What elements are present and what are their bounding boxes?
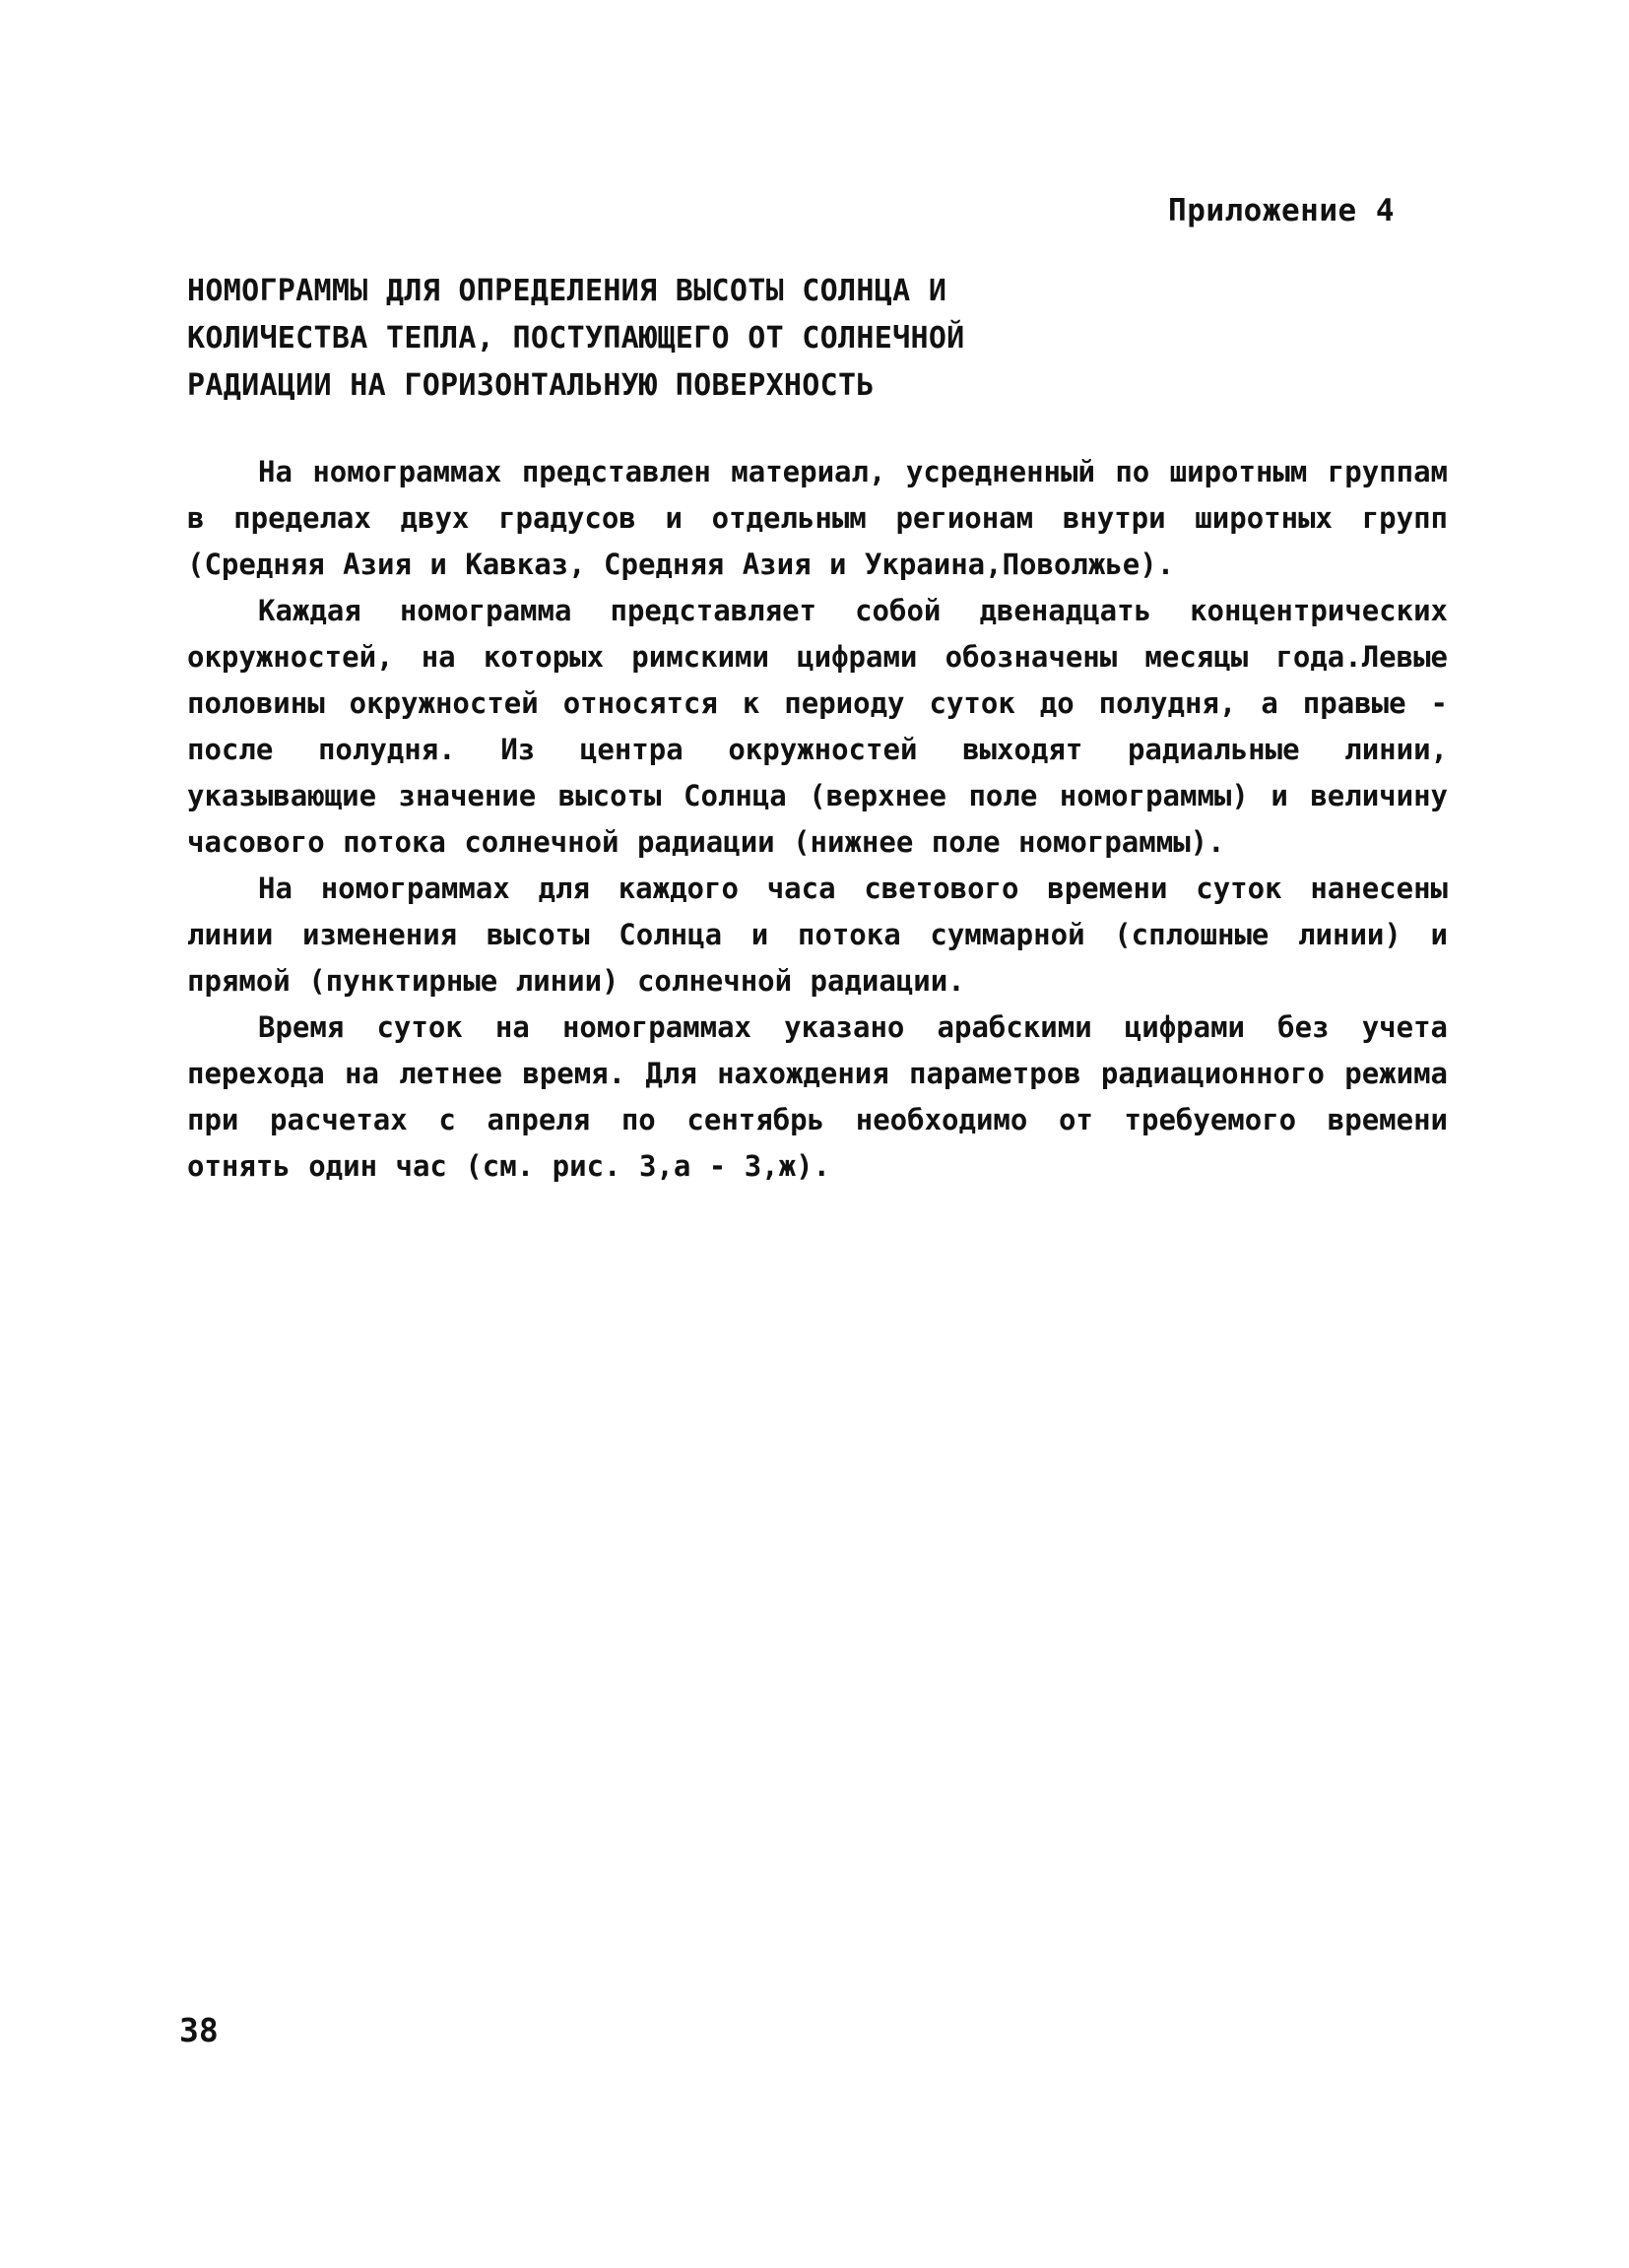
title-line: КОЛИЧЕСТВА ТЕПЛА, ПОСТУПАЮЩЕГО ОТ СОЛНЕЧНОЙ bbox=[187, 321, 965, 356]
paragraph: На номограммах для каждого часа светового времени суток нанесены линии изменения высоты Солнца и потока суммарной (сплошные линии) и прямой (пунктирные линии) солнечной радиации. bbox=[187, 872, 1448, 998]
appendix-label: Приложение 4 bbox=[1168, 193, 1395, 228]
title-line: РАДИАЦИИ НА ГОРИЗОНТАЛЬНУЮ ПОВЕРХНОСТЬ bbox=[187, 368, 875, 403]
page-number: 38 bbox=[179, 2011, 219, 2049]
document-title bbox=[187, 268, 1074, 410]
title-line: НОМОГРАММЫ ДЛЯ ОПРЕДЕЛЕНИЯ ВЫСОТЫ СОЛНЦА И bbox=[187, 274, 947, 308]
paragraph: На номограммах представлен материал, усредненный по широтным группам в пределах двух градусов и отдельным регионам внутри широтных групп (Средняя Азия и Кавказ, Средняя Азия и Украина,Поволжье). bbox=[187, 455, 1448, 581]
paragraph: Время суток на номограммах указано арабскими цифрами без учета перехода на летнее время. Для нахождения параметров радиационного режима при расчетах с апреля по сентябрь необходимо от требуемого времени отнять один час (см. рис. 3,а - 3,ж). bbox=[187, 1010, 1448, 1183]
paragraph: Каждая номограмма представляет собой двенадцать концентрических окружностей, на которых римскими цифрами обозначены месяцы года.Левые половины окружностей относятся к периоду суток до полудня, а правые - после полудня. Из центра окружностей выходят радиальные линии, указывающие значение высоты Солнца (верхнее поле номограммы) и величину часового потока солнечной радиации (нижнее поле номограммы). bbox=[187, 594, 1448, 859]
body-text bbox=[187, 449, 1448, 1190]
